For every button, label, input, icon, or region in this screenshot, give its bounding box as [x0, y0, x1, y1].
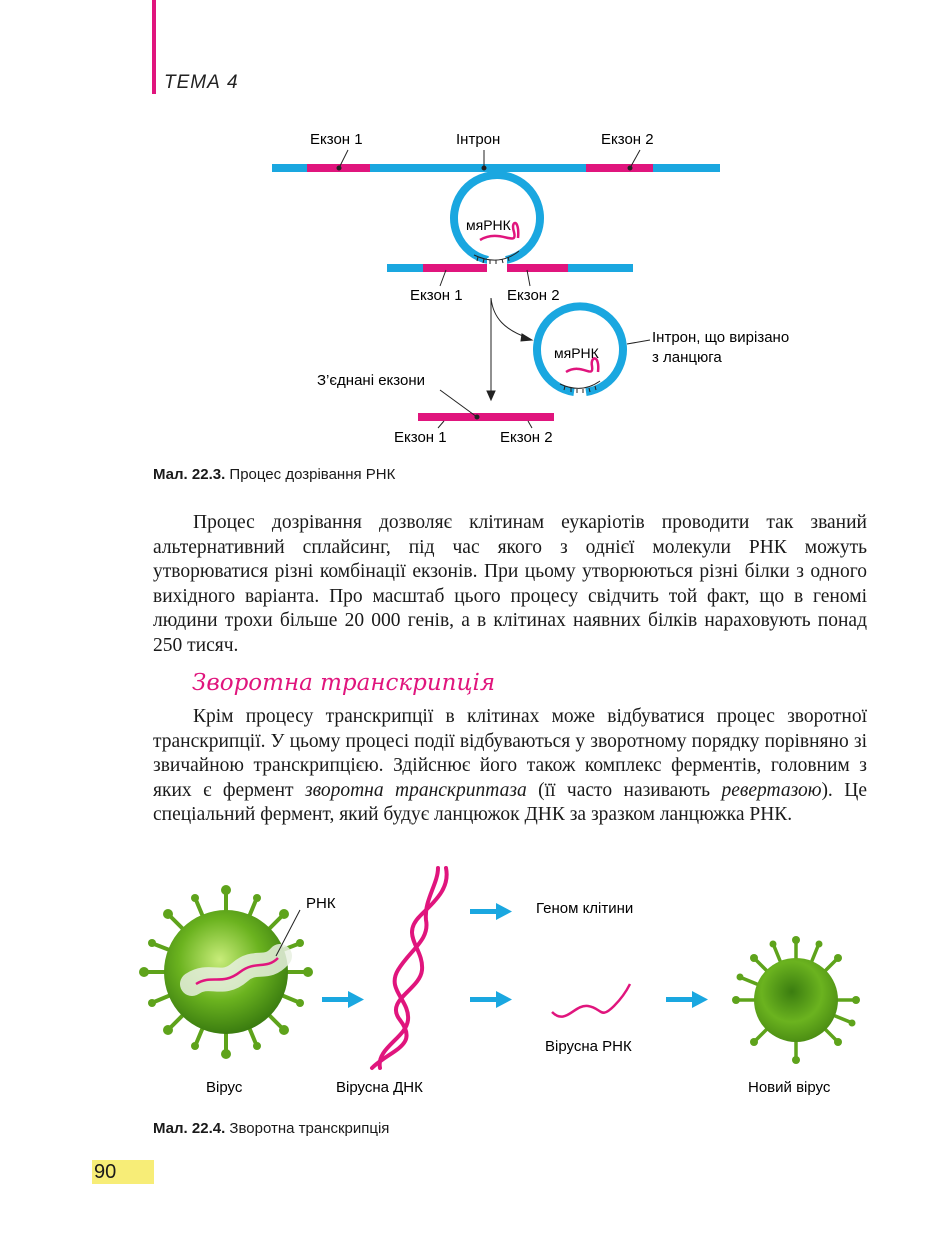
label-rna: РНК [306, 895, 336, 912]
para2-part2: (її часто називають [526, 779, 722, 801]
process-arrows [487, 298, 532, 400]
arrow-rna-to-new-virus [666, 991, 708, 1008]
figure2-caption-text: Зворотна транскрипція [225, 1120, 390, 1137]
figure1-caption-number: Мал. 22.3. [153, 466, 226, 483]
label-viral-dna: Вірусна ДНК [336, 1079, 423, 1096]
label-exon1-bottom: Екзон 1 [394, 429, 447, 446]
topic-header: ТЕМА 4 [164, 72, 239, 93]
para2-part1: Крім процесу транскрипції в клітинах може відбуватися процес зворотної транскрипції. У цьому процесі події відбуваються у зворотному порядку порівняно зі звичайною транскрипцією. Здійснює його також комплекс ферментів, головним з яких є фермент [153, 706, 867, 801]
label-new-virus: Новий вірус [748, 1079, 831, 1096]
figure-rna-splicing [0, 0, 952, 460]
figure1-caption-text: Процес дозрівання РНК [225, 466, 396, 483]
paragraph-reverse-transcription [153, 705, 867, 828]
arrow-virus-to-dna [322, 991, 364, 1008]
label-exon2-bottom: Екзон 2 [500, 429, 553, 446]
term-revertase: ревертазою [721, 779, 822, 801]
page-number: 90 [92, 1160, 154, 1184]
section-title: Зворотна транскрипція [192, 670, 496, 696]
label-exon1-top: Екзон 1 [310, 131, 363, 148]
arrow-dna-to-rna [470, 991, 512, 1008]
figure1-caption [153, 466, 395, 483]
figure-reverse-transcription [0, 860, 952, 1110]
label-exon2-top: Екзон 2 [601, 131, 654, 148]
label-virus: Вірус [206, 1079, 243, 1096]
term-reverse-transcriptase: зворотна транскриптаза [305, 779, 527, 801]
figure2-caption [153, 1120, 389, 1137]
label-snrna-1: мяРНК [466, 217, 511, 233]
joined-exons-strand [418, 413, 554, 421]
figure2-caption-number: Мал. 22.4. [153, 1120, 226, 1137]
label-excised-intron-2: з ланцюга [652, 349, 722, 366]
arrow-dna-to-genome [470, 903, 512, 920]
label-joined-exons: З’єднані екзони [317, 372, 425, 389]
para2-part3: ). Це спеціальний фермент, який будує ланцюжок ДНК за зразком ланцюжка РНК. [153, 779, 867, 826]
new-virus-icon [732, 936, 860, 1064]
label-exon2-mid: Екзон 2 [507, 287, 560, 304]
label-cell-genome: Геном клітини [536, 900, 634, 917]
label-exon1-mid: Екзон 1 [410, 287, 463, 304]
viral-rna-icon [552, 984, 630, 1017]
label-viral-rna: Вірусна РНК [545, 1038, 632, 1055]
label-excised-intron-1: Інтрон, що вирізано [652, 329, 790, 346]
paragraph-alternative-splicing: Процес дозрівання дозволяє клітинам еукаріотів проводити так званий альтернативний сплайсинг, під час якого з однієї молекули РНК можуть утворюватися різні комбінації екзонів. При цьому утворюються різні білки з одного вихідного варіанта. Про масштаб цього процесу свідчить той факт, що в геномі людини трохи більше 20 000 генів, а в клітинах наявних білків нараховують понад 250 тисяч. [153, 512, 867, 656]
label-intron-top: Інтрон [456, 131, 501, 148]
virus-icon [139, 885, 313, 1059]
label-snrna-2: мяРНК [554, 345, 599, 361]
dna-helix-icon [372, 868, 447, 1068]
